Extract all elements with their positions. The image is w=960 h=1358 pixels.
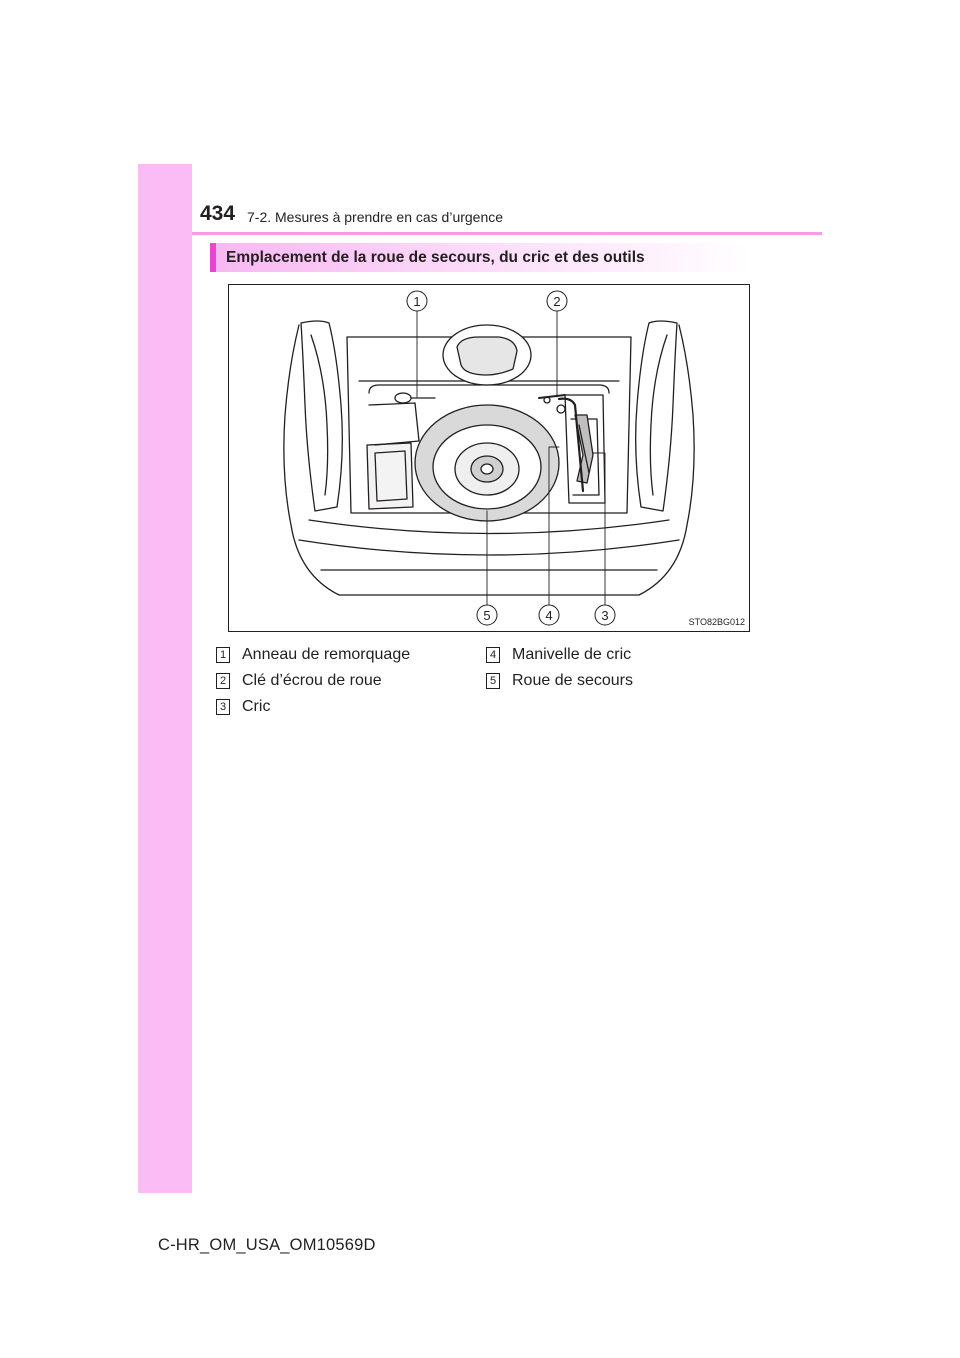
legend-number: 1	[216, 647, 230, 663]
document-code-footer: C-HR_OM_USA_OM10569D	[158, 1236, 376, 1254]
title-accent-bar	[210, 243, 216, 272]
trunk-illustration	[228, 284, 750, 632]
figure-code: STO82BG012	[688, 617, 745, 627]
page-number: 434	[200, 202, 236, 225]
header-rule	[192, 232, 822, 235]
callout-1: 1	[413, 294, 421, 309]
section-heading: 7-2. Mesures à prendre en cas d’urgence	[247, 209, 504, 225]
callout-2: 2	[553, 294, 561, 309]
legend-number: 2	[216, 673, 230, 689]
callout-4: 4	[545, 608, 553, 623]
trunk-drawing	[229, 285, 749, 631]
legend-label: Anneau de remorquage	[242, 646, 411, 663]
legend-number: 3	[216, 699, 230, 715]
legend-label: Manivelle de cric	[512, 646, 632, 663]
legend-label: Cric	[242, 698, 271, 715]
legend-label: Clé d’écrou de roue	[242, 672, 382, 689]
callout-3: 3	[601, 608, 609, 623]
legend-number: 4	[486, 647, 500, 663]
section-title: Emplacement de la roue de secours, du cric et des outils	[226, 249, 645, 266]
callout-5: 5	[483, 608, 491, 623]
legend-label: Roue de secours	[512, 672, 633, 689]
legend-number: 5	[486, 673, 500, 689]
side-color-band	[138, 164, 192, 1193]
section-title-bar	[210, 243, 750, 272]
